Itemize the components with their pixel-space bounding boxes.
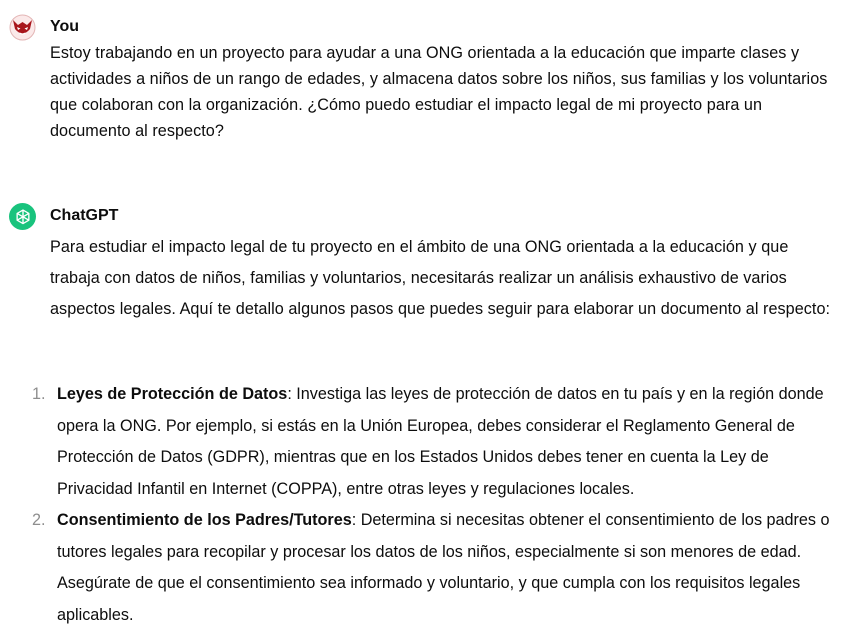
assistant-intro: Para estudiar el impacto legal de tu proyecto en el ámbito de una ONG orientada a la educación y que trabaja con datos de niños, familias y voluntarios, necesitarás realizar un análisis exhaustivo de varios aspectos legales. Aquí te detallo algunos pasos que puedes seguir para elaborar un documento al respecto:: [50, 238, 831, 318]
openai-logo-icon: [14, 208, 32, 226]
list-item-title: Consentimiento de los Padres/Tutores: [57, 511, 352, 529]
assistant-author-name: ChatGPT: [50, 207, 119, 224]
list-item-body: [57, 385, 824, 498]
list-item-text: : Investiga las leyes de protección de datos en tu país y en la región donde opera la ONG. Por ejemplo, si estás en la Unión Europea, debes considerar el Reglamento General de Protección de Datos (GDPR), mientras que en los Estados Unidos debes tener en cuenta la Ley de Privacidad Infantil en Internet (COPPA), entre otras leyes y regulaciones locales.: [57, 385, 824, 498]
list-item: [30, 379, 830, 505]
assistant-avatar: [9, 203, 36, 230]
assistant-steps-list: [30, 379, 830, 631]
red-mask-avatar-icon: [9, 14, 36, 41]
user-message: Estoy trabajando en un proyecto para ayudar a una ONG orientada a la educación que imparte clases y actividades a niños de un rango de edades, y almacena datos sobre los niños, sus familias y los voluntarios que colaboran con la organización. ¿Cómo puedo estudiar el impacto legal de mi proyecto para un documento al respecto?: [50, 44, 828, 140]
list-item-number: 2.: [32, 511, 46, 529]
user-author-name: You: [50, 18, 80, 35]
list-item-number: 1.: [32, 385, 46, 403]
list-item-title: Leyes de Protección de Datos: [57, 385, 288, 403]
list-item-text: : Determina si necesitas obtener el consentimiento de los padres o tutores legales para recopilar y procesar los datos de los niños, especialmente si son menores de edad. Asegúrate de que el consentimiento sea informado y voluntario, y que cumpla con los requisitos legales aplicables.: [57, 511, 830, 624]
user-avatar: [9, 14, 36, 41]
list-item: [30, 505, 830, 631]
list-item-body: [57, 511, 830, 624]
